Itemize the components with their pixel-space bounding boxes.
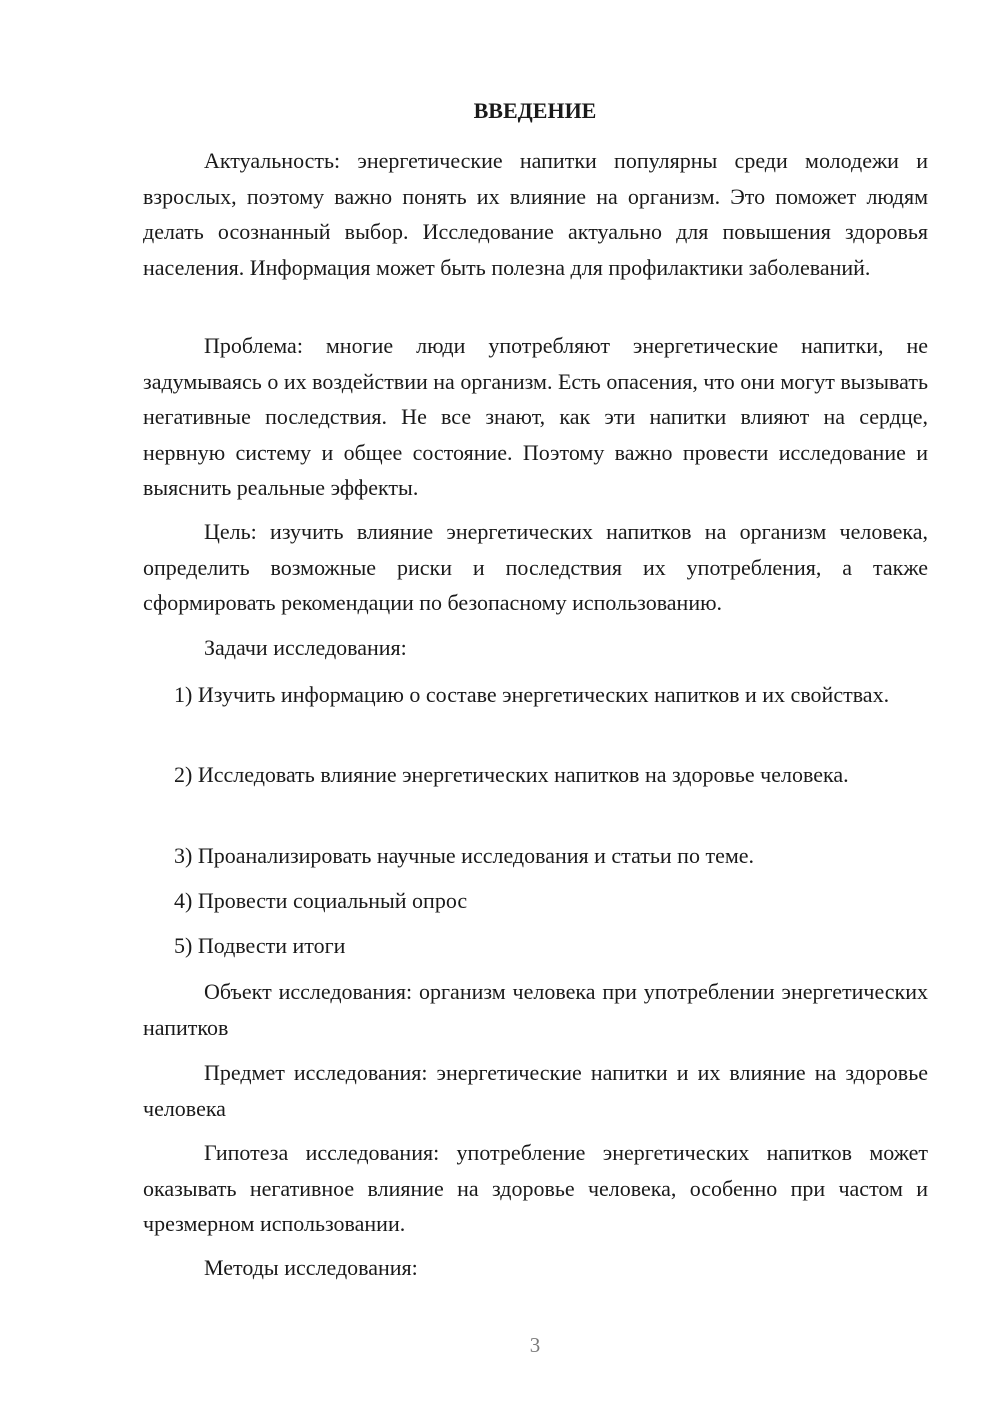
page-number: 3 xyxy=(529,1333,541,1357)
task-item-1: 1) Изучить информацию о составе энергетических напитков и их свойствах. xyxy=(174,682,890,707)
tasks-heading: Задачи исследования: xyxy=(204,635,407,660)
methods-heading: Методы исследования: xyxy=(204,1255,418,1280)
goal-paragraph: Цель: изучить влияние энергетических напитков на организм человека, определить возможные риски и последствия их употребления, а также сформировать рекомендации по безопасному использованию. xyxy=(143,519,928,615)
relevance-paragraph: Актуальность: энергетические напитки популярны среди молодежи и взрослых, поэтому важно понять их влияние на организм. Это поможет людям делать осознанный выбор. Исследование актуально для повышения здоровья населения. Информация может быть полезна для профилактики заболеваний. xyxy=(143,148,928,280)
hypothesis-paragraph: Гипотеза исследования: употребление энергетических напитков может оказывать негативное влияние на здоровье человека, особенно при частом и чрезмерном использовании. xyxy=(143,1140,928,1236)
task-item-2: 2) Исследовать влияние энергетических напитков на здоровье человека. xyxy=(174,762,849,787)
problem-paragraph: Проблема: многие люди употребляют энергетические напитки, не задумываясь о их воздействии на организм. Есть опасения, что они могут вызывать негативные последствия. Не все знают, как эти напитки влияют на сердце, нервную систему и общее состояние. Поэтому важно провести исследование и выяснить реальные эффекты. xyxy=(143,333,928,500)
task-item-5: 5) Подвести итоги xyxy=(174,933,346,958)
task-item-4: 4) Провести социальный опрос xyxy=(174,888,468,913)
task-item-3: 3) Проанализировать научные исследования и статьи по теме. xyxy=(174,843,755,868)
object-paragraph: Объект исследования: организм человека при употреблении энергетических напитков xyxy=(143,979,928,1040)
subject-paragraph: Предмет исследования: энергетические напитки и их влияние на здоровье человека xyxy=(143,1060,928,1121)
page-title: ВВЕДЕНИЕ xyxy=(473,98,597,123)
